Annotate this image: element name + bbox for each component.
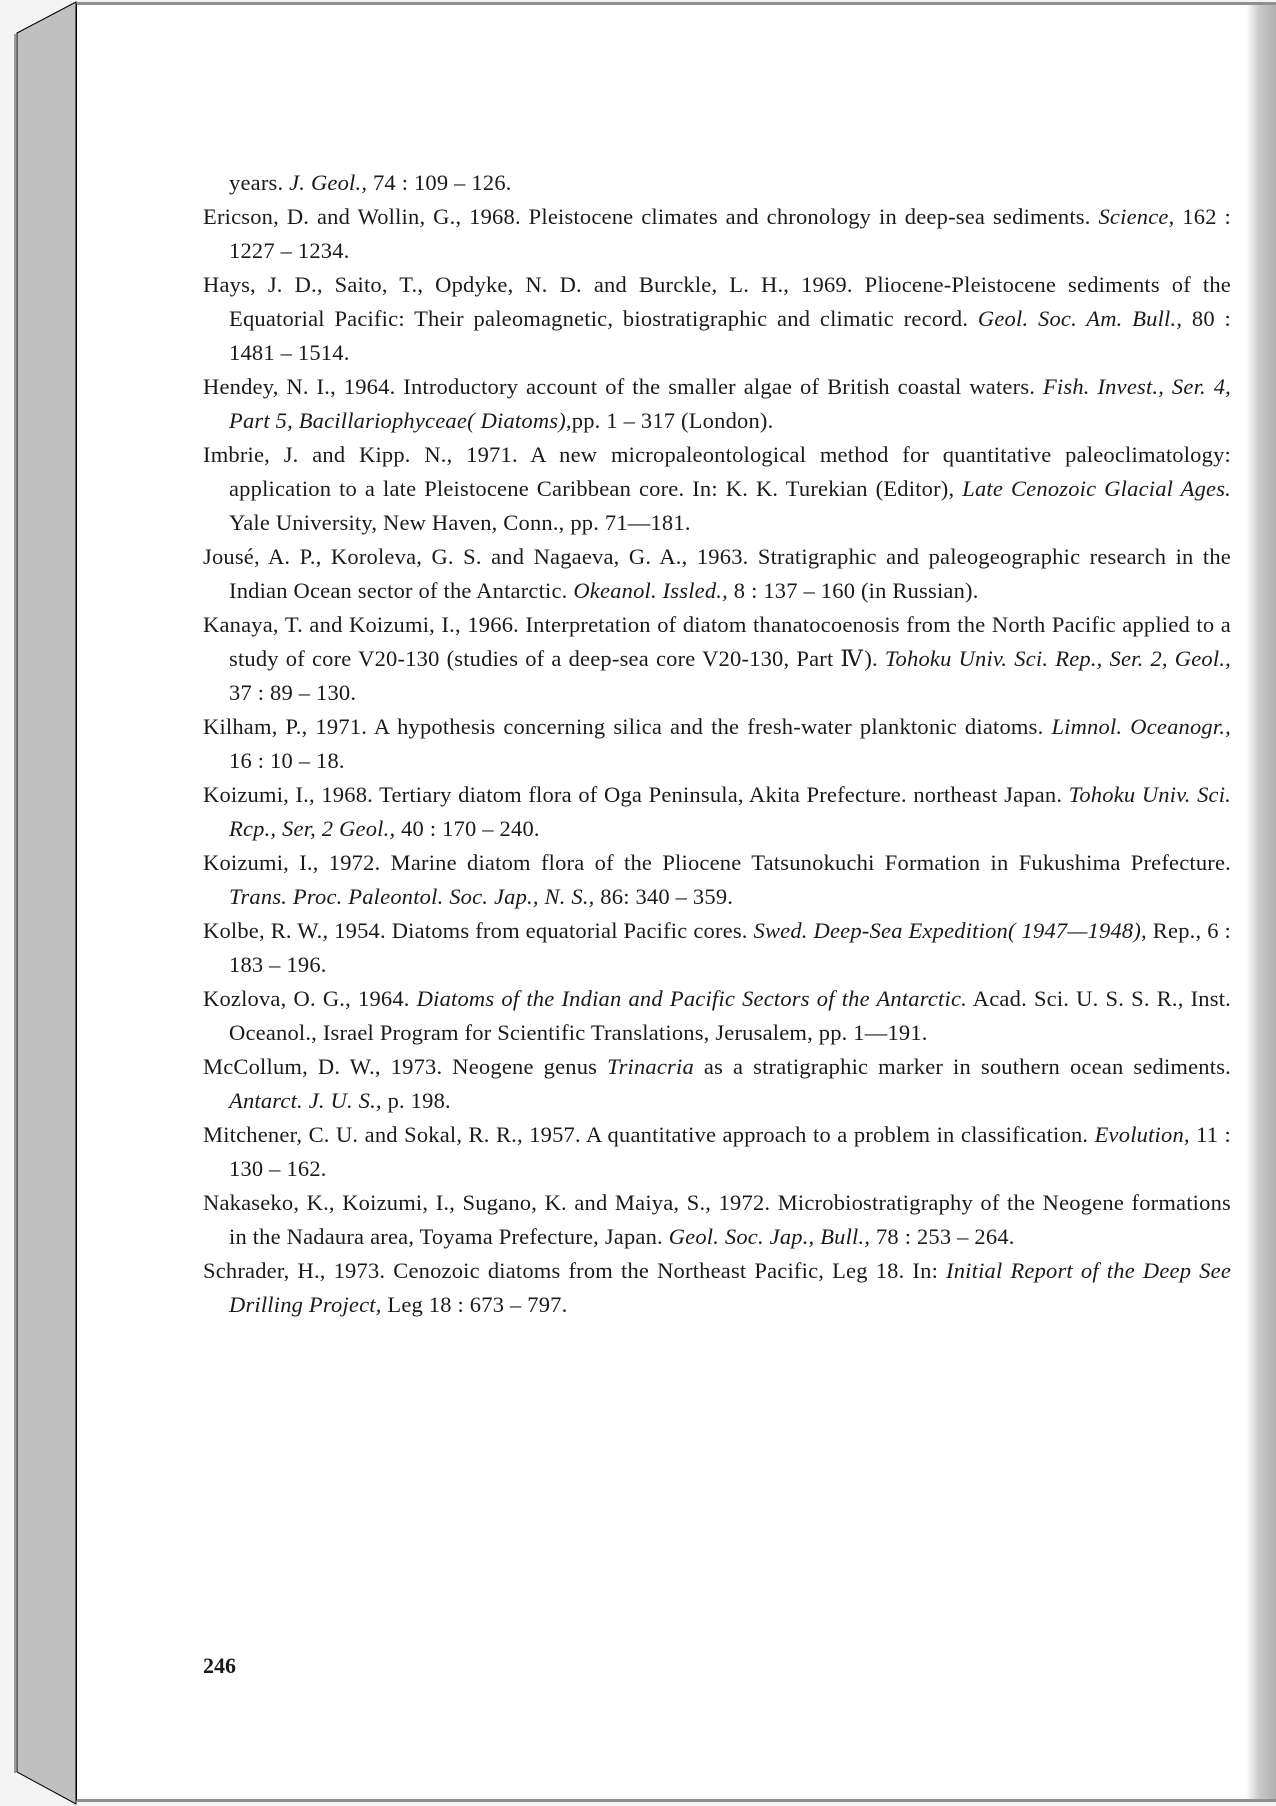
reference-entry-kilham-1971: Kilham, P., 1971. A hypothesis concerning silica and the fresh-water planktonic diatoms. Limnol. Oceanogr., 16 : 10 – 18. <box>203 714 1231 773</box>
reference-entry-ericson-1968: Ericson, D. and Wollin, G., 1968. Pleistocene climates and chronology in deep-sea sediments. Science, 162 : 1227 – 1234. <box>203 204 1231 263</box>
reference-entry-kozlova-1964: Kozlova, O. G., 1964. Diatoms of the Indian and Pacific Sectors of the Antarctic. Acad. Sci. U. S. S. R., Inst. Oceanol., Israel Program for Scientific Translations, Jerusalem, pp. 1—191. <box>203 986 1231 1045</box>
reference-entry-hendey-1964: Hendey, N. I., 1964. Introductory account of the smaller algae of British coastal waters. Fish. Invest., Ser. 4, Part 5, Bacillariophyceae( Diatoms),pp. 1 – 317 (London). <box>203 374 1232 433</box>
page-edge-shadow <box>1246 5 1276 1799</box>
reference-continuation: years. J. Geol., 74 : 109 – 126. <box>229 170 512 195</box>
reference-entry-kolbe-1954: Kolbe, R. W., 1954. Diatoms from equatorial Pacific cores. Swed. Deep-Sea Expedition( 1947—1948), Rep., 6 : 183 – 196. <box>203 918 1231 977</box>
reference-entry-hays-1969: Hays, J. D., Saito, T., Opdyke, N. D. and Burckle, L. H., 1969. Pliocene-Pleistocene sediments of the Equatorial Pacific: Their paleomagnetic, biostratigraphic and climatic record. Geol. Soc. Am. Bull., 80 : 1481 – 1514. <box>203 272 1231 365</box>
reference-entry-mitchener-1957: Mitchener, C. U. and Sokal, R. R., 1957. A quantitative approach to a problem in classification. Evolution, 11 : 130 – 162. <box>203 1122 1231 1181</box>
reference-entry-koizumi-1968: Koizumi, I., 1968. Tertiary diatom flora of Oga Peninsula, Akita Prefecture. northeast Japan. Tohoku Univ. Sci. Rcp., Ser, 2 Geol., 40 : 170 – 240. <box>203 782 1231 841</box>
reference-list <box>203 166 1231 1322</box>
reference-entry-nakaseko-1972: Nakaseko, K., Koizumi, I., Sugano, K. and Maiya, S., 1972. Microbiostratigraphy of the Neogene formations in the Nadaura area, Toyama Prefecture, Japan. Geol. Soc. Jap., Bull., 78 : 253 – 264. <box>203 1190 1231 1249</box>
page-number: 246 <box>203 1653 236 1678</box>
reference-entry-mccollum-1973: McCollum, D. W., 1973. Neogene genus Trinacria as a stratigraphic marker in southern ocean sediments. Antarct. J. U. S., p. 198. <box>203 1054 1231 1113</box>
reference-entry-schrader-1973: Schrader, H., 1973. Cenozoic diatoms from the Northeast Pacific, Leg 18. In: Initial Report of the Deep See Drilling Project, Leg 18 : 673 – 797. <box>203 1258 1231 1317</box>
reference-entry-koizumi-1972: Koizumi, I., 1972. Marine diatom flora of the Pliocene Tatsunokuchi Formation in Fukushima Prefecture. Trans. Proc. Paleontol. Soc. Jap., N. S., 86: 340 – 359. <box>203 850 1231 909</box>
book-spine <box>0 0 80 1806</box>
reference-entry-imbrie-1971: Imbrie, J. and Kipp. N., 1971. A new micropaleontological method for quantitative paleoclimatology: application to a late Pleistocene Caribbean core. In: K. K. Turekian (Editor), Late Cenozoic Glacial Ages. Yale University, New Haven, Conn., pp. 71—181. <box>203 442 1231 535</box>
reference-entry-kanaya-1966: Kanaya, T. and Koizumi, I., 1966. Interpretation of diatom thanatocoenosis from the North Pacific applied to a study of core V20-130 (studies of a deep-sea core V20-130, Part Ⅳ). Tohoku Univ. Sci. Rep., Ser. 2, Geol., 37 : 89 – 130. <box>203 612 1231 705</box>
document-page <box>76 2 1276 1802</box>
reference-entry-jouse-1963: Jousé, A. P., Koroleva, G. S. and Nagaeva, G. A., 1963. Stratigraphic and paleogeographic research in the Indian Ocean sector of the Antarctic. Okeanol. Issled., 8 : 137 – 160 (in Russian). <box>203 544 1231 603</box>
